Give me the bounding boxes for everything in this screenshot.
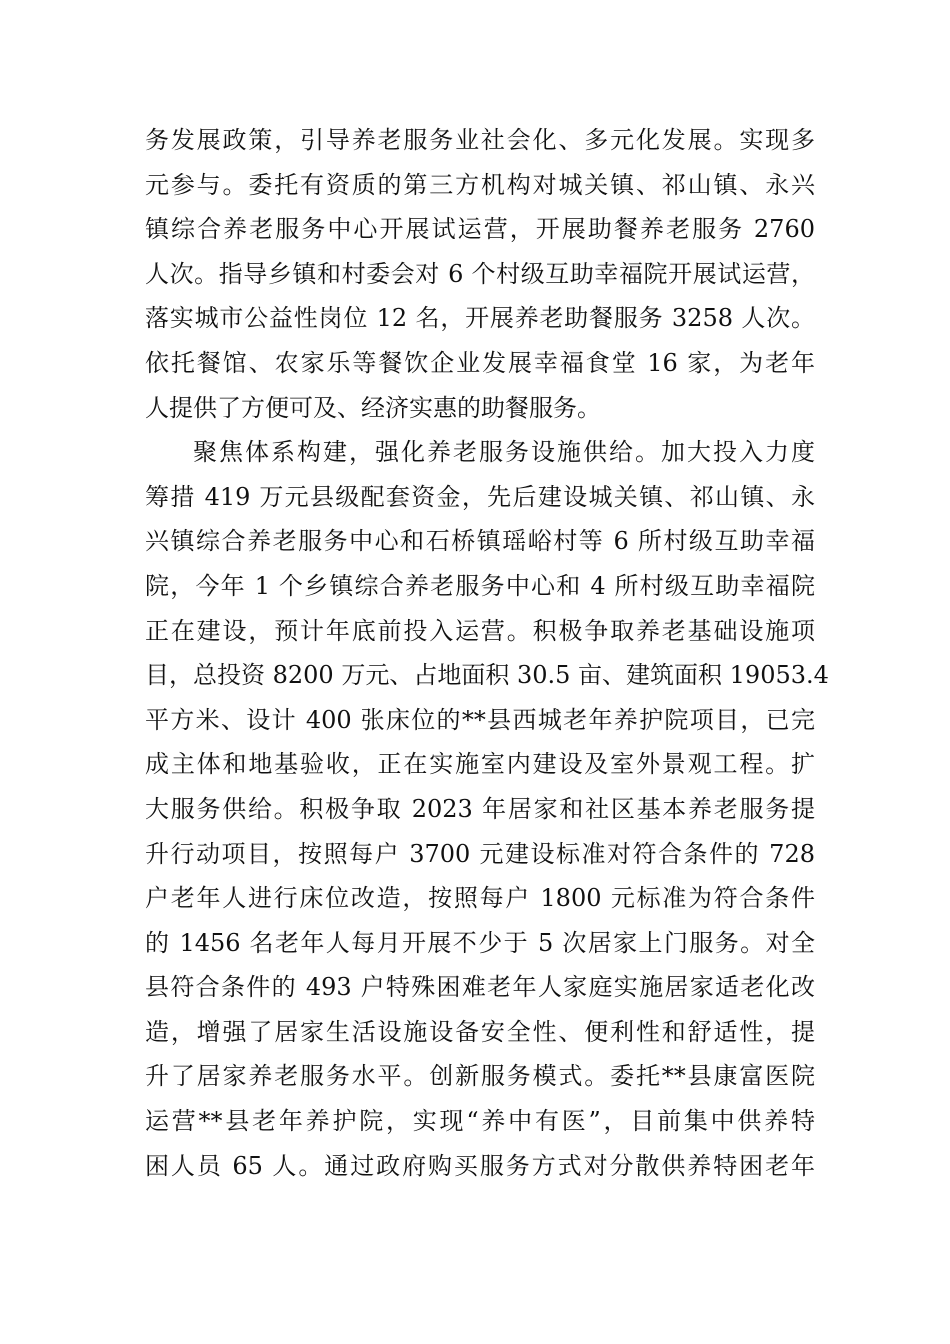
- text-line: 升了居家养老服务水平。创新服务模式。委托**县康富医院: [145, 1062, 815, 1091]
- text-line: 大服务供给。积极争取 2023 年居家和社区基本养老服务提: [145, 794, 815, 823]
- text-line: 务发展政策，引导养老服务业社会化、多元化发展。实现多: [145, 126, 815, 154]
- paragraph-first-line: 聚焦体系构建，强化养老服务设施供给。加大投入力度: [193, 438, 815, 467]
- text-line: 筹措 419 万元县级配套资金，先后建设城关镇、祁山镇、永: [145, 482, 815, 511]
- text-line: 院，今年 1 个乡镇综合养老服务中心和 4 所村级互助幸福院: [145, 571, 815, 600]
- text-line: 运营**县老年养护院，实现“养中有医”，目前集中供养特: [145, 1107, 815, 1136]
- text-line: 兴镇综合养老服务中心和石桥镇瑶峪村等 6 所村级互助幸福: [145, 527, 815, 556]
- text-line: 正在建设，预计年底前投入运营。积极争取养老基础设施项: [145, 616, 815, 645]
- text-line: 依托餐馆、农家乐等餐饮企业发展幸福食堂 16 家，为老年: [145, 348, 815, 377]
- text-line: 元参与。委托有资质的第三方机构对城关镇、祁山镇、永兴: [145, 170, 815, 199]
- text-line: 困人员 65 人。通过政府购买服务方式对分散供养特困老年: [145, 1151, 815, 1180]
- text-line: 落实城市公益性岗位 12 名，开展养老助餐服务 3258 人次。: [145, 304, 815, 333]
- text-line: 镇综合养老服务中心开展试运营，开展助餐养老服务 2760: [145, 215, 815, 244]
- text-line: 户老年人进行床位改造，按照每户 1800 元标准为符合条件: [145, 884, 815, 913]
- text-line: 目，总投资 8200 万元、占地面积 30.5 亩、建筑面积 19053.4: [145, 661, 829, 690]
- text-line: 县符合条件的 493 户特殊困难老年人家庭实施居家适老化改: [145, 973, 815, 1002]
- text-line: 成主体和地基验收，正在实施室内建设及室外景观工程。扩: [145, 750, 815, 779]
- text-line: 造，增强了居家生活设施设备安全性、便利性和舒适性，提: [145, 1017, 815, 1046]
- text-line: 平方米、设计 400 张床位的**县西城老年养护院项目，已完: [145, 705, 815, 734]
- text-line: 升行动项目，按照每户 3700 元建设标准对符合条件的 728: [145, 839, 815, 868]
- text-line: 的 1456 名老年人每月开展不少于 5 次居家上门服务。对全: [145, 928, 815, 957]
- text-line: 人次。指导乡镇和村委会对 6 个村级互助幸福院开展试运营，: [145, 259, 815, 288]
- body-text: [145, 118, 829, 1188]
- paragraph-end-line: 人提供了方便可及、经济实惠的助餐服务。: [145, 393, 601, 422]
